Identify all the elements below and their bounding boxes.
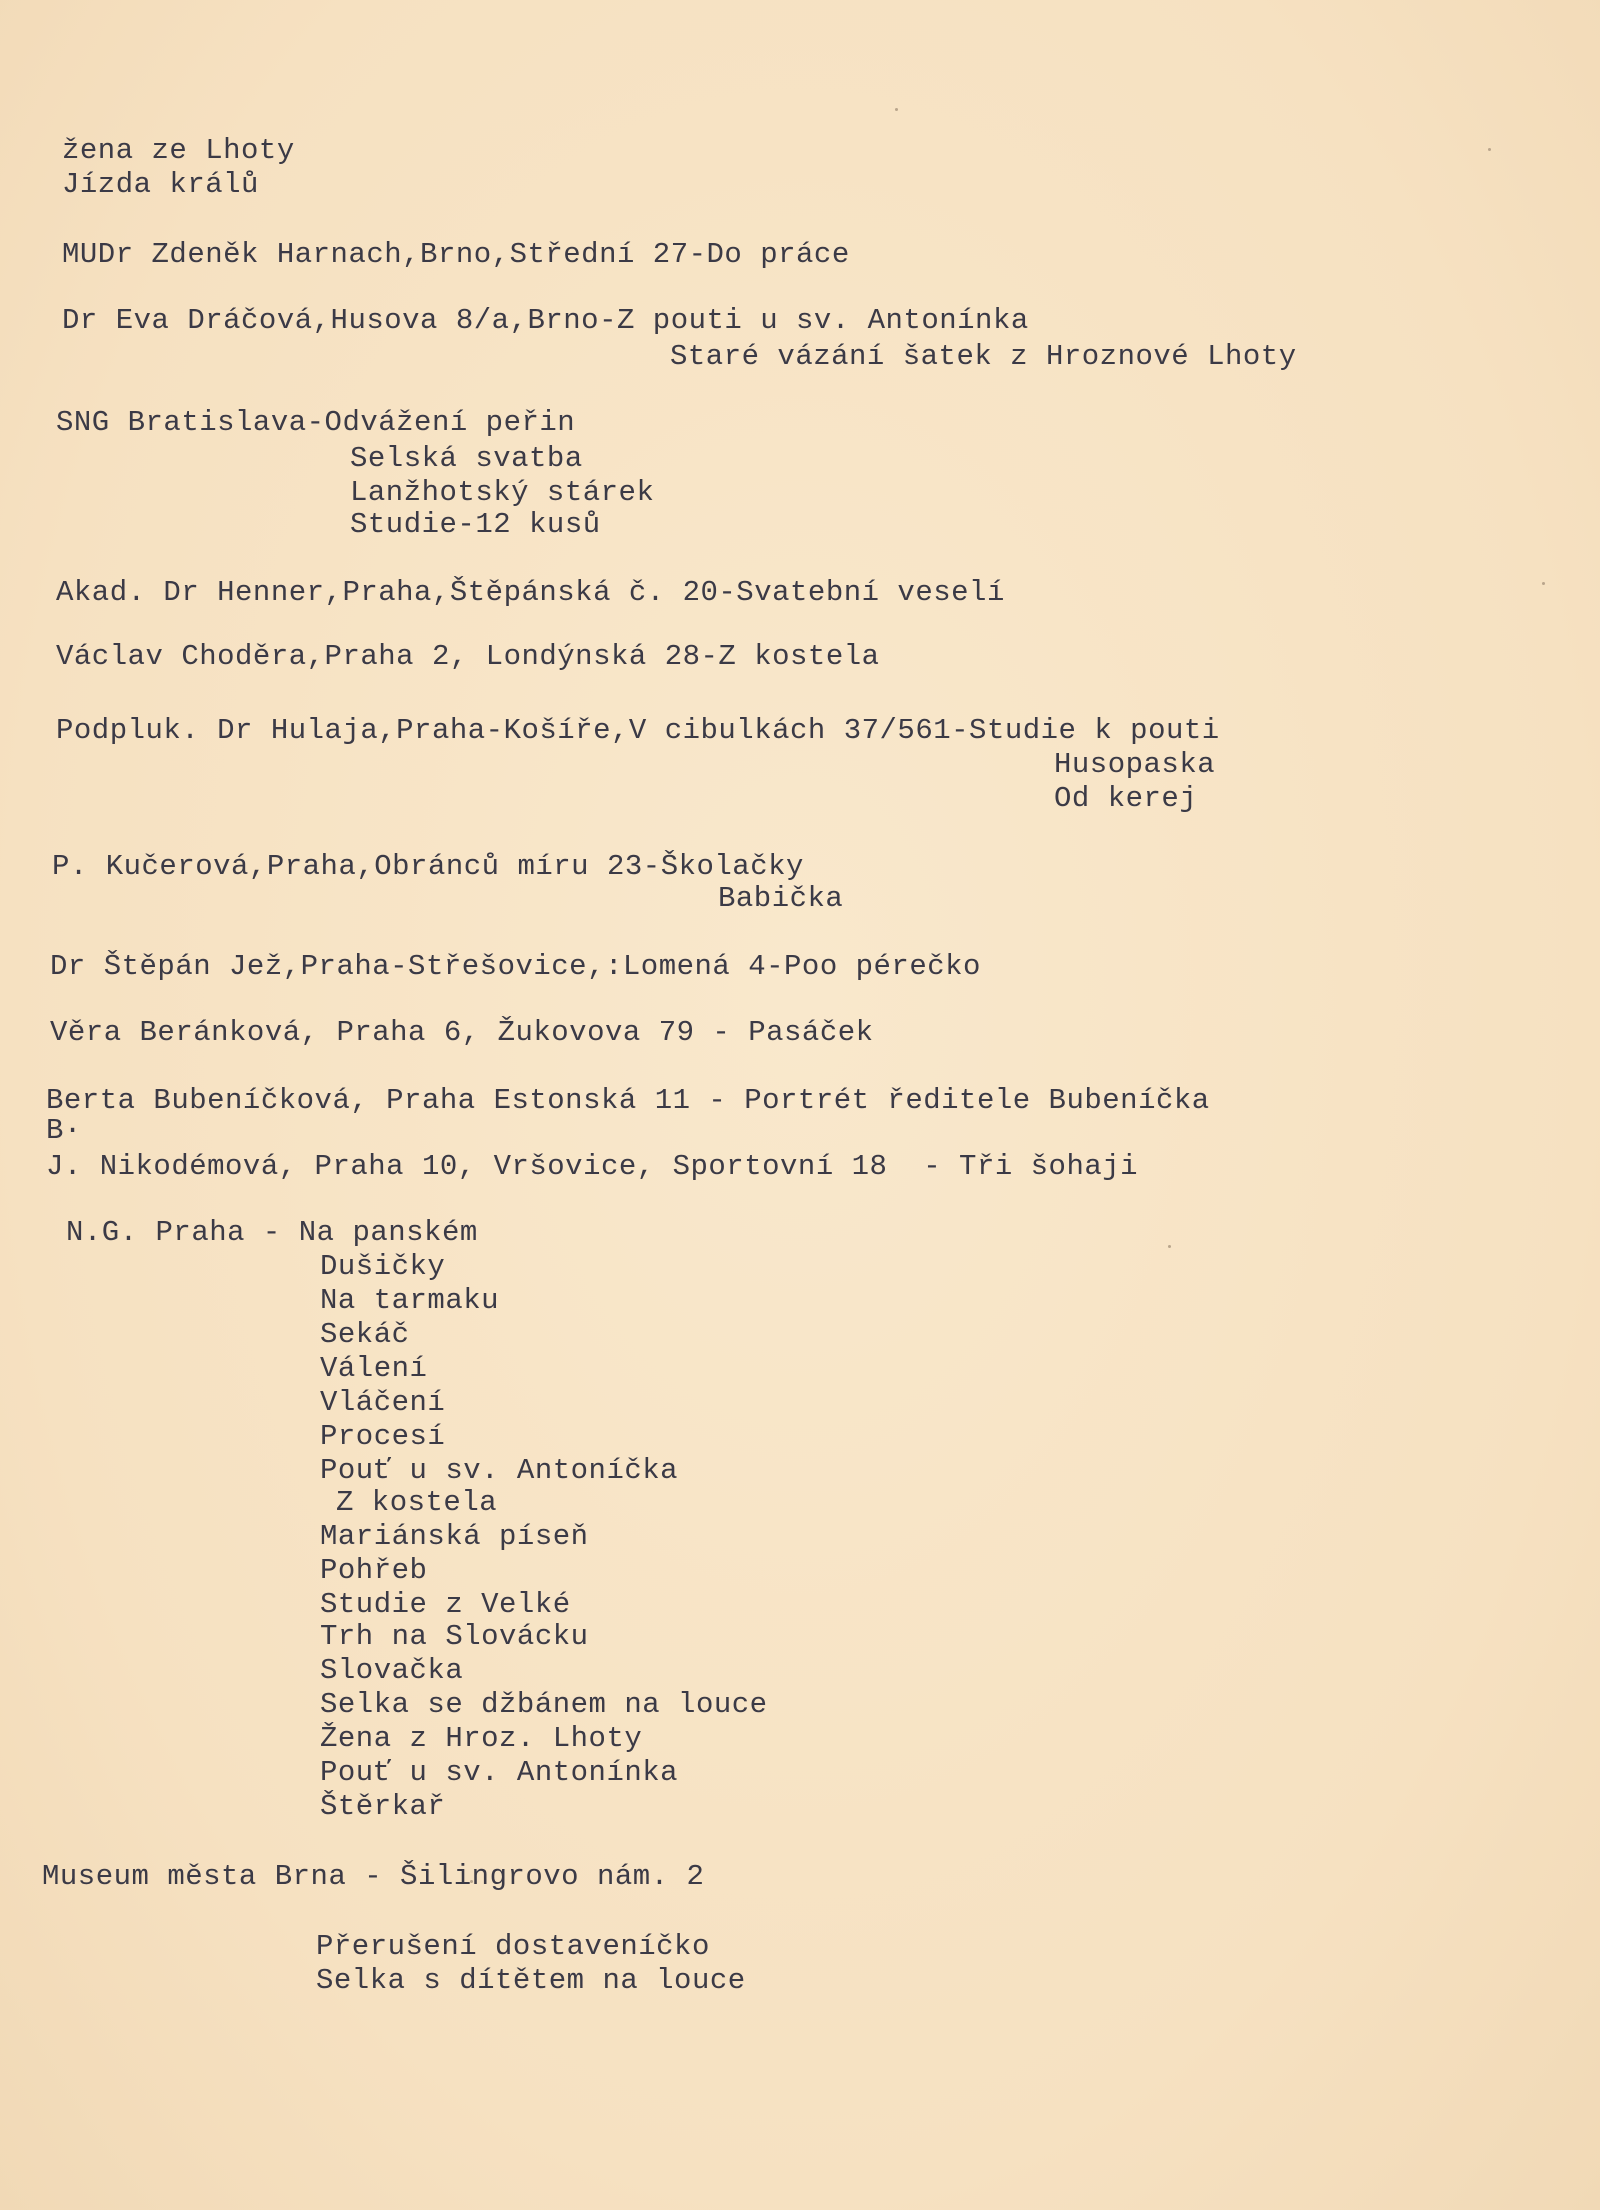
- line-36: Selka se džbánem na louce: [320, 1688, 768, 1721]
- line-02: Jízda králů: [62, 168, 259, 201]
- line-21: J. Nikodémová, Praha 10, Vršovice, Sportovní 18 - Tři šohaji: [46, 1150, 1139, 1183]
- line-42: Selka s dítětem na louce: [316, 1964, 746, 1997]
- line-37: Žena z Hroz. Lhoty: [320, 1722, 643, 1755]
- line-07: Selská svatba: [350, 442, 583, 475]
- line-06: SNG Bratislava-Odvážení peřin: [56, 406, 576, 439]
- line-23: Dušičky: [320, 1250, 446, 1283]
- line-20: B·: [46, 1114, 82, 1147]
- line-33: Studie z Velké: [320, 1588, 571, 1621]
- line-40: Museum města Brna - Šilingrovo nám. 2: [42, 1860, 705, 1893]
- line-14: Od kerej: [1054, 782, 1198, 815]
- line-31: Mariánská píseň: [320, 1520, 589, 1553]
- paper-speck: [1168, 1245, 1171, 1248]
- line-27: Vláčení: [320, 1386, 446, 1419]
- line-29: Pouť u sv. Antoníčka: [320, 1454, 679, 1487]
- line-24: Na tarmaku: [320, 1284, 500, 1317]
- line-08: Lanžhotský stárek: [350, 476, 655, 509]
- line-25: Sekáč: [320, 1318, 410, 1351]
- line-19: Berta Bubeníčková, Praha Estonská 11 - Portrét ředitele Bubeníčka: [46, 1084, 1210, 1117]
- paper-speck: [1488, 148, 1491, 151]
- line-05: Staré vázání šatek z Hroznové Lhoty: [670, 340, 1297, 373]
- line-35: Slovačka: [320, 1654, 464, 1687]
- line-39: Štěrkař: [320, 1790, 446, 1823]
- line-15: P. Kučerová,Praha,Obránců míru 23-Školačky: [52, 850, 804, 883]
- paper-speck: [1542, 582, 1545, 585]
- line-22: N.G. Praha - Na panském: [66, 1216, 478, 1249]
- line-01: žena ze Lhoty: [62, 134, 295, 167]
- line-18: Věra Beránková, Praha 6, Žukovova 79 - Pasáček: [50, 1016, 874, 1049]
- line-10: Akad. Dr Henner,Praha,Štěpánská č. 20-Svatební veselí: [56, 576, 1005, 609]
- line-03: MUDr Zdeněk Harnach,Brno,Střední 27-Do práce: [62, 238, 850, 271]
- line-41: Přerušení dostaveníčko: [316, 1930, 710, 1963]
- line-12: Podpluk. Dr Hulaja,Praha-Košíře,V cibulkách 37/561-Studie k pouti: [56, 714, 1220, 747]
- line-13: Husopaska: [1054, 748, 1216, 781]
- line-04: Dr Eva Dráčová,Husova 8/a,Brno-Z pouti u sv. Antonínka: [62, 304, 1029, 337]
- line-17: Dr Štěpán Jež,Praha-Střešovice,:Lomená 4-Poo pérečko: [50, 950, 981, 983]
- line-09: Studie-12 kusů: [350, 508, 601, 541]
- line-26: Válení: [320, 1352, 428, 1385]
- line-38: Pouť u sv. Antonínka: [320, 1756, 679, 1789]
- line-34: Trh na Slovácku: [320, 1620, 589, 1653]
- line-30: Z kostela: [336, 1486, 498, 1519]
- line-32: Pohřeb: [320, 1554, 428, 1587]
- line-28: Procesí: [320, 1420, 446, 1453]
- line-11: Václav Choděra,Praha 2, Londýnská 28-Z kostela: [56, 640, 880, 673]
- paper-speck: [895, 108, 898, 111]
- line-16: Babička: [718, 882, 844, 915]
